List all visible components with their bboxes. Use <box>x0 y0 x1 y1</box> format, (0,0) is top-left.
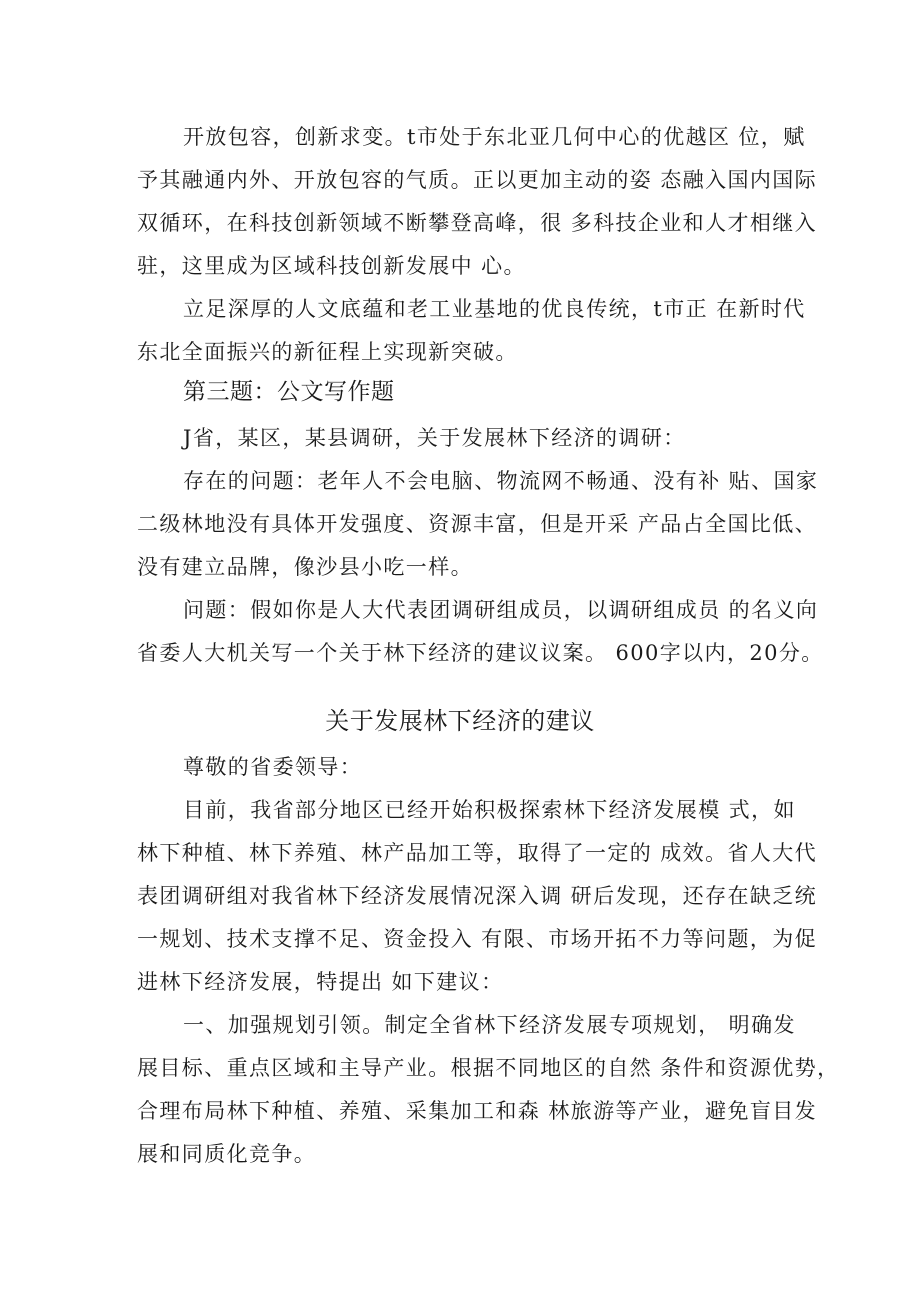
body-paragraph-line-4: 一规划、技术支撑不足、资金投入 有限、市场开拓不力等问题，为促 <box>137 927 818 951</box>
task-intro: J省，某区，某县调研，关于发展林下经济的调研： <box>183 426 686 450</box>
problems-line-1: 存在的问题：老年人不会电脑、物流网不畅通、没有补 贴、国家 <box>183 469 819 493</box>
body-paragraph-line-1: 目前，我省部分地区已经开始积极探索林下经济发展模 式，如 <box>183 798 796 822</box>
problems-line-2: 二级林地没有具体开发强度、资源丰富，但是开采 产品占全国比低、 <box>137 512 818 536</box>
body-paragraph-line-5: 进林下经济发展，特提出 如下建议： <box>137 970 504 994</box>
paragraph-2-line-2: 东北全面振兴的新征程上实现新突破。 <box>137 340 518 364</box>
question-line-2: 省委人大机关写一个关于林下经济的建议议案。 600字以内，20分。 <box>137 641 824 665</box>
paragraph-1-line-2: 予其融通内外、开放包容的气质。正以更加主动的姿 态融入国内国际 <box>137 168 818 192</box>
suggestion-1-line-3: 合理布局林下种植、养殖、采集加工和森 林旅游等产业，避免盲目发 <box>137 1099 818 1123</box>
body-paragraph-line-3: 表团调研组对我省林下经济发展情况深入调 研后发现，还存在缺乏统 <box>137 884 818 908</box>
paragraph-1-line-1: 开放包容，创新求变。t市处于东北亚几何中心的优越区 位，赋 <box>183 125 806 149</box>
paragraph-2-line-1: 立足深厚的人文底蕴和老工业基地的优良传统，t市正 在新时代 <box>183 297 806 321</box>
problems-line-3: 没有建立品牌，像沙县小吃一样。 <box>137 555 473 579</box>
suggestion-1-line-2: 展目标、重点区域和主导产业。根据不同地区的自然 条件和资源优势， <box>137 1056 840 1080</box>
salutation: 尊敬的省委领导： <box>183 755 363 779</box>
document-title: 关于发展林下经济的建议 <box>325 707 595 735</box>
question-line-1: 问题：假如你是人大代表团调研组成员，以调研组成员 的名义向 <box>183 598 819 622</box>
suggestion-1-line-4: 展和同质化竞争。 <box>137 1142 317 1166</box>
body-paragraph-line-2: 林下种植、林下养殖、林产品加工等，取得了一定的 成效。省人大代 <box>137 841 818 865</box>
section-heading: 第三题：公文写作题 <box>183 379 395 405</box>
suggestion-1-line-1: 一、加强规划引领。制定全省林下经济发展专项规划， 明确发 <box>183 1013 796 1037</box>
paragraph-1-line-3: 双循环，在科技创新领域不断攀登高峰，很 多科技企业和人才相继入 <box>137 211 818 235</box>
paragraph-1-line-4: 驻，这里成为区域科技创新发展中 心。 <box>137 254 526 278</box>
